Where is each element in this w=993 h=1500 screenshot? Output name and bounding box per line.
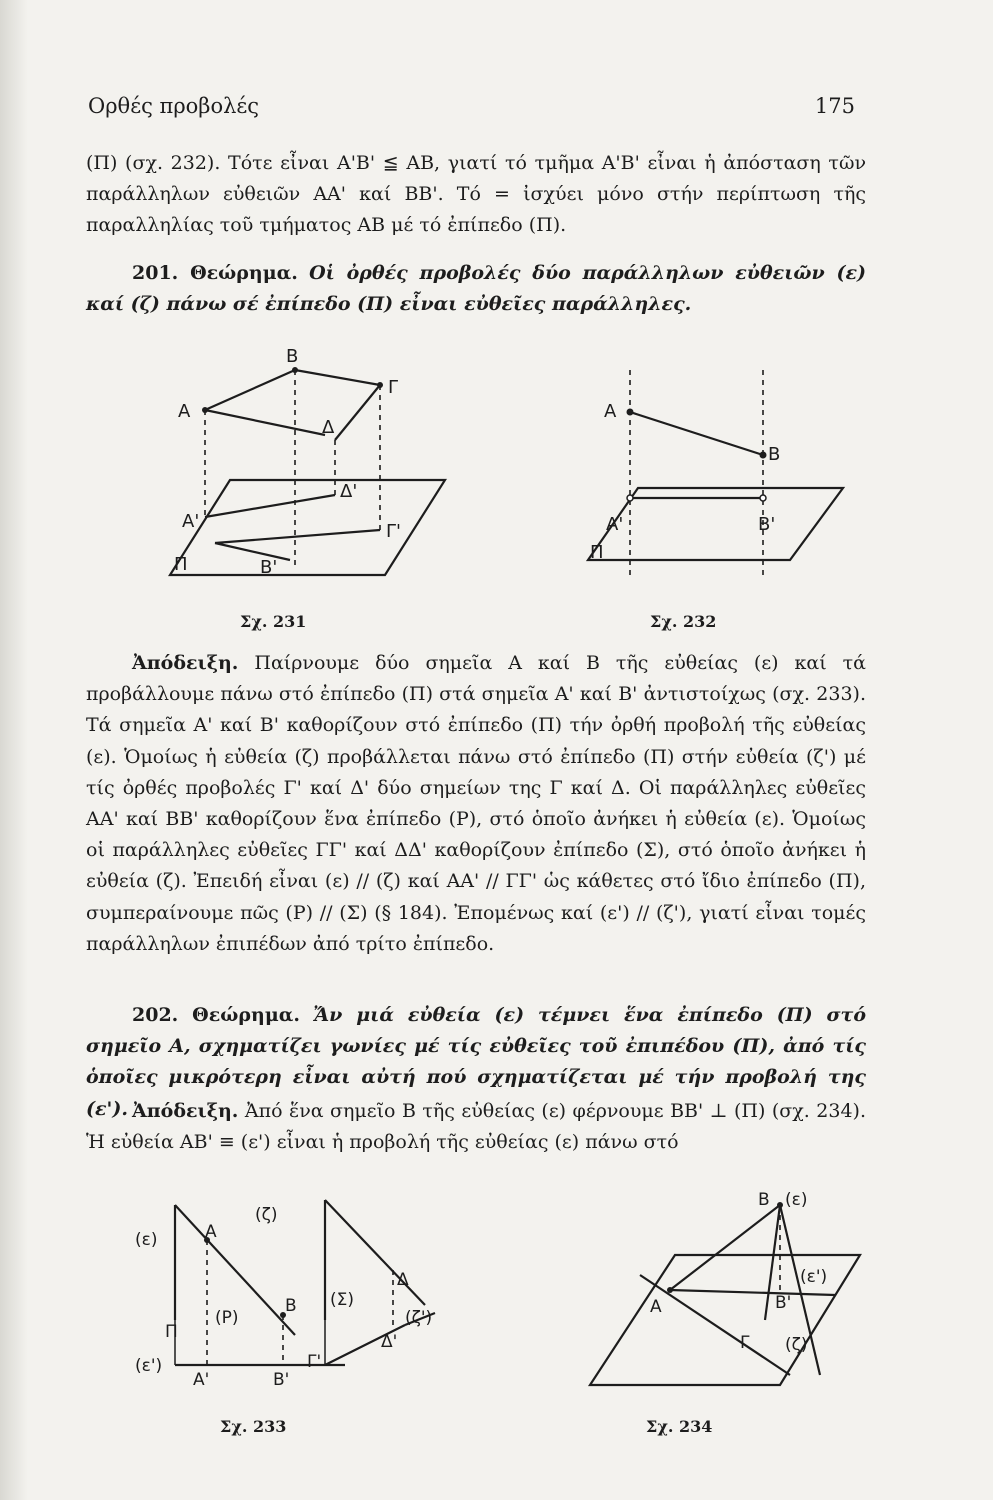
proof-201-label: Ἀπόδειξη. [132,652,239,674]
theorem-201-number: 201. Θεώρημα. [132,262,298,284]
label-e-prime: (ε') [800,1267,828,1287]
figure-234 [580,1180,870,1405]
label-a: A [205,1222,217,1242]
theorem-202-number: 202. Θεώρημα. [132,1004,300,1026]
figure-232 [578,370,848,585]
line-e-prime [670,1290,835,1295]
running-head [88,94,855,118]
proj-line-a-d [205,495,335,517]
proj-line-a-b [215,543,290,560]
proj-line-a-g [215,530,380,543]
proof-201-text: Παίρνουμε δύο σημεῖα Α καί Β τῆς εὐθείας (ε) καί τά προβάλλουμε πάνω στό ἐπίπεδο (Π) στά σημεῖα Α' καί Β' ἀντιστοίχως (σχ. 233). Τά σημεῖα Α' καί Β' καθορίζουν στό ἐπίπεδο (Π) τήν ὀρθή προβολή τῆς εὐθείας (ε). Ὁμοίως ἡ εὐθεία (ζ) προβάλλεται πάνω στό ἐπίπεδο (Π) στήν εὐθεία (ζ') μέ τίς ὀρθές προβολές Γ' καί Δ' δύο σημείων της Γ καί Δ. Οἱ παράλληλες εὐθεῖες ΑΑ' καί ΒΒ' καθορίζουν ἕνα ἐπίπεδο (Ρ), στό ὁποῖο ἀνήκει ἡ εὐθεία (ε). Ὁμοίως οἱ παράλληλες εὐθεῖες ΓΓ' καί ΔΔ' καθορίζουν ἐπίπεδο (Σ), στό ὁποῖο ἀνήκει ἡ εὐθεία (ζ). Ἐπειδή εἶναι (ε) // (ζ) καί ΑΑ' // ΓΓ' ὡς κάθετες στό ἴδιο ἐπίπεδο (Π), συμπεραίνουμε πῶς (Ρ) // (Σ) (§ 184). Ἐπομένως καί (ε') // (ζ'), γιατί εἶναι τομές παράλληλων ἐπιπέδων ἀπό τρίτο ἐπίπεδο. [86,652,866,955]
intro-paragraph: (Π) (σχ. 232). Τότε εἶναι Α'Β' ≦ ΑΒ, γιατί τό τμῆμα Α'Β' εἶναι ἡ ἀπόσταση τῶν παράλληλων εὐθειῶν ΑΑ' καί ΒΒ'. Τό = ἰσχύει μόνο στήν περίπτωση τῆς παραλληλίας τοῦ τμήματος ΑΒ μέ τό ἐπίπεδο (Π). [86,152,866,237]
theorem-201 [86,258,866,320]
label-e: (ε) [135,1230,158,1250]
theorem-201-statement: Οἱ ὀρθές προβολές δύο παράλληλων εὐθειῶν (ε) καί (ζ) πάνω σέ ἐπίπεδο (Π) εἶναι εὐθεῖες παράλληλες. [86,262,866,316]
line-b-gamma [295,370,380,385]
label-b: B [285,1296,297,1316]
line-delta-gamma [335,385,380,440]
label-sigma: (Σ) [330,1290,355,1310]
label-b: B [758,1190,770,1210]
label-gamma-prime: Γ' [386,521,401,542]
figure-231-caption: Σχ. 231 [240,612,307,631]
label-a-prime: A' [193,1370,210,1390]
label-e-prime: (ε') [135,1356,163,1376]
label-a-prime: A' [182,511,200,532]
proof-202 [86,1096,866,1158]
page-number: 175 [814,94,855,118]
label-zeta: (ζ) [785,1335,808,1355]
figure-233 [135,1195,455,1400]
label-gamma-prime: Γ' [307,1352,322,1372]
segment-ab [630,412,763,455]
label-delta: Δ [322,417,335,438]
label-gamma: Γ [740,1333,750,1353]
label-b-prime: B' [260,557,278,578]
label-a: A [178,401,191,422]
label-delta-prime: Δ' [340,481,358,502]
label-delta-prime: Δ' [381,1332,398,1352]
plane-pi [170,480,445,575]
figure-233-caption: Σχ. 233 [220,1417,287,1436]
label-pi: Π [165,1322,178,1342]
label-e: (ε) [785,1190,808,1210]
proof-201 [86,648,866,960]
label-rho: (P) [215,1308,239,1328]
label-zeta-prime: (ζ') [405,1308,433,1328]
label-pi: Π [174,554,188,575]
label-pi: Π [590,542,604,563]
line-e [670,1205,780,1290]
line-in-plane [640,1275,790,1375]
chapter-title: Ορθές προβολές [88,94,260,118]
label-zeta: (ζ) [255,1205,278,1225]
label-delta: Δ [397,1270,409,1290]
label-b: B [286,346,299,367]
label-b-prime: B' [273,1370,290,1390]
label-gamma: Γ [388,377,399,398]
line-a-delta [205,410,325,435]
theorem-202-statement: Ἄν μιά εὐθεία (ε) τέμνει ἕνα ἐπίπεδο (Π) στό σημεῖο Α, σχηματίζει γωνίες μέ τίς εὐθεῖες τοῦ ἐπιπέδου (Π), ἀπό τίς ὁποῖες μικρότερη εἶναι αὐτή πού σχηματίζεται μέ τήν προβολή της (ε'). [86,1004,866,1120]
label-b-prime: B' [775,1293,792,1313]
label-a: A [650,1297,662,1317]
figure-234-caption: Σχ. 234 [646,1417,713,1436]
figure-231 [160,345,460,585]
figure-232-caption: Σχ. 232 [650,612,717,631]
line-ab [205,370,295,410]
label-a-prime: A' [606,514,624,535]
label-b-prime: B' [758,514,776,535]
proof-202-label: Ἀπόδειξη. [132,1100,239,1122]
label-a: A [604,401,617,422]
label-b: B [768,444,781,465]
proof-202-text: Ἀπό ἕνα σημεῖο Β τῆς εὐθείας (ε) φέρνουμε ΒΒ' ⊥ (Π) (σχ. 234). Ἡ εὐθεία ΑΒ' ≡ (ε') εἶναι ἡ προβολή τῆς εὐθείας (ε) πάνω στό [86,1100,866,1154]
